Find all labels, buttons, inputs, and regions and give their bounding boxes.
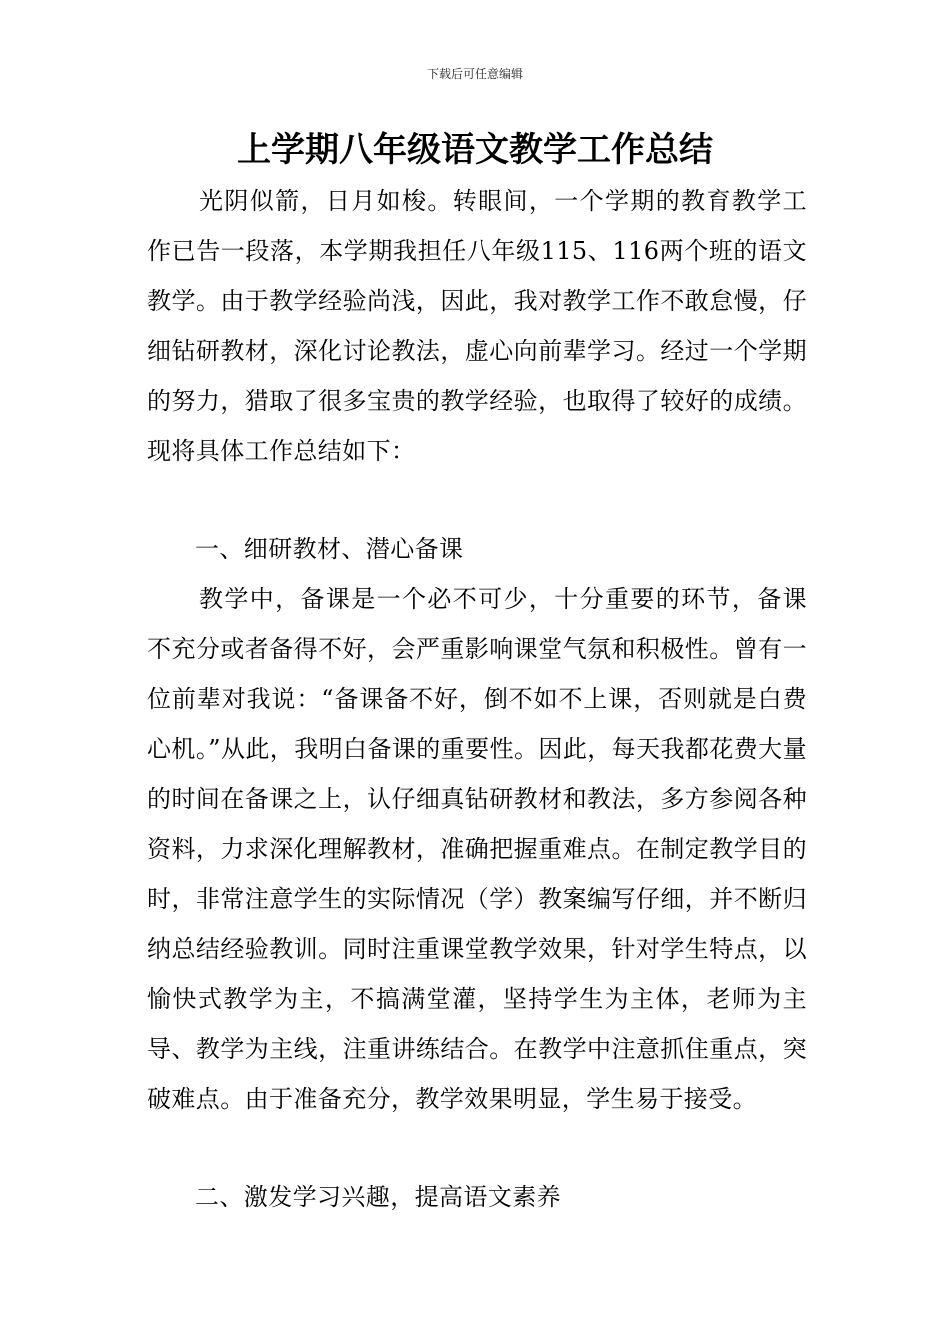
section-1-paragraph: 教学中，备课是一个必不可少，十分重要的环节，备课不充分或者备得不好，会严重影响课堂气氛和积极性。曾有一位前辈对我说：“备课备不好，倒不如不上课，否则就是白费心机。”从此，我明白备课的重要性。因此，每天我都花费大量的时间在备课之上，认仔细真钻研教材和教法，多方参阅各种资料，力求深化理解教材，准确把握重难点。在制定教学目的时，非常注意学生的实际情况（学）教案编写仔细，并不断归纳总结经验教训。同时注重课堂教学效果，针对学生特点，以愉快式教学为主，不搞满堂灌，坚持学生为主体，老师为主导、教学为主线，注重讲练结合。在教学中注意抓住重点，突破难点。由于准备充分，教学效果明显，学生易于接受。 [147, 585, 807, 1113]
document-title: 上学期八年级语文教学工作总结 [237, 130, 713, 170]
section-heading-2: 二、激发学习兴趣，提高语文素养 [195, 1183, 561, 1211]
intro-paragraph: 光阴似箭，日月如梭。转眼间，一个学期的教育教学工作已告一段落，本学期我担任八年级115、116两个班的语文教学。由于教学经验尚浅，因此，我对教学工作不敢怠慢，仔细钻研教材，深化讨论教法，虚心向前辈学习。经过一个学期的努力，猎取了很多宝贵的教学经验，也取得了较好的成绩。现将具体工作总结如下： [147, 187, 807, 465]
section-heading-1: 一、细研教材、潜心备课 [195, 535, 464, 563]
header-note: 下载后可任意编辑 [426, 67, 523, 81]
